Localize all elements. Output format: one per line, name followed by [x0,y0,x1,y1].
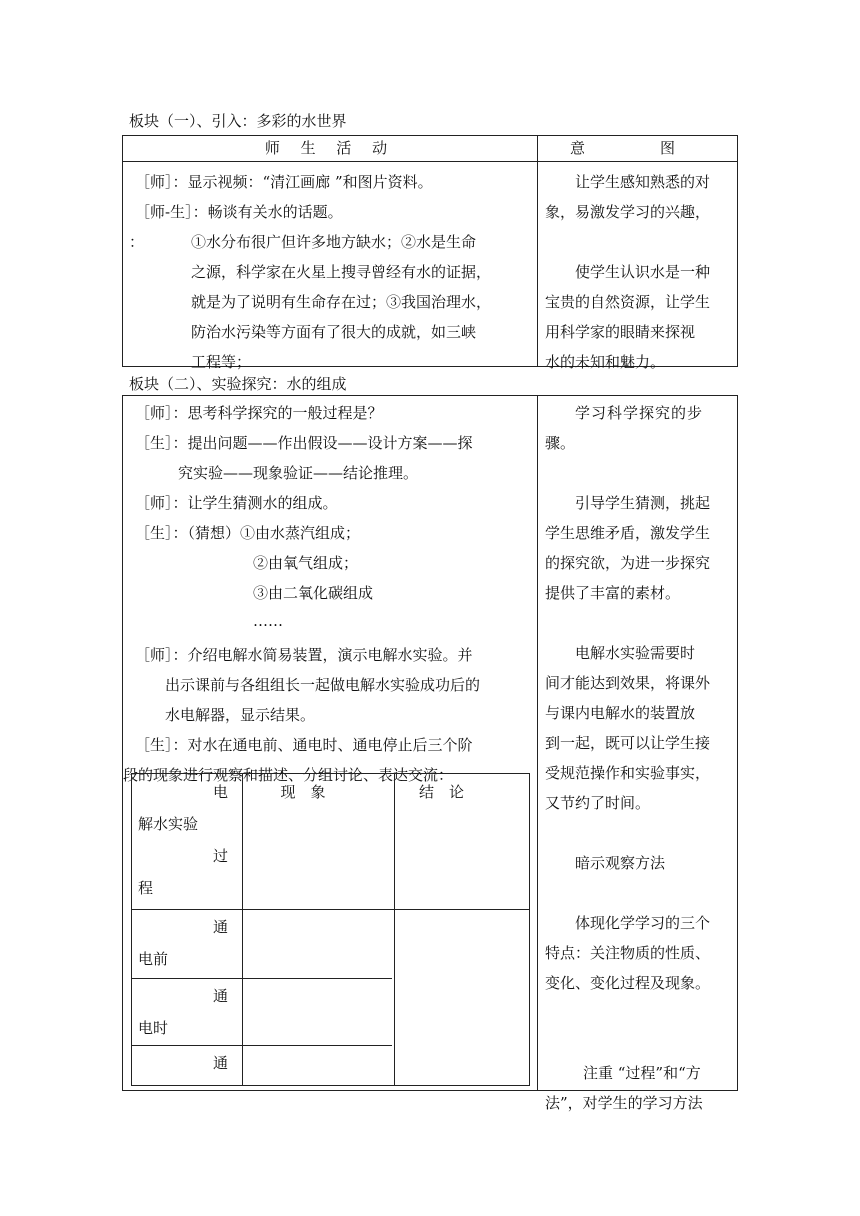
row-label-line: 电时 [138,1019,169,1037]
activity-line: ： [129,233,145,251]
intent-line: 注重 “过程”和“方 [583,1064,701,1082]
intent-line: 学习科学探究的步 [575,404,704,422]
section1-activity-cell [129,167,535,377]
activity-line: ［师］：介绍电解水简易装置，演示电解水实验。并 [135,646,473,664]
intent-line: 使学生认识水是一种 [575,263,711,281]
section1-table [122,135,738,371]
row-after-power [138,1047,238,1079]
intent-line: 暗示观察方法 [575,854,666,872]
activity-line: ［生］：提出问题——作出假设——设计方案——探 [135,434,473,452]
intent-line: 间才能达到效果，将课外 [545,674,711,692]
activity-line: 出示课前与各组组长一起做电解水实验成功后的 [165,676,481,694]
intent-line: 的探究欲，为进一步探究 [545,554,711,572]
activity-header: 师 生 活 动 [264,139,396,157]
activity-line: 究实验——现象验证——结论推理。 [178,464,419,482]
row-label-line: 电前 [138,950,169,968]
activity-line: …… [253,612,283,630]
activity-line: 段的现象进行观察和描述、分组讨论、表达交流： [123,766,454,784]
intent-header: 意 图 [569,139,705,157]
activity-line: ［生］：（猜想）①由水蒸汽组成； [135,524,361,542]
section2-intent-cell [545,398,735,1118]
section1-intent-cell [545,167,735,377]
conclusion-header: 结 论 [418,783,464,801]
activity-line: ［师-生］：畅谈有关水的话题。 [135,203,343,221]
activity-line: ①水分布很广但许多地方缺水；②水是生命 [191,233,477,251]
intent-line: 与课内电解水的装置放 [545,704,696,722]
row-label-line: 通 [212,918,228,936]
row-before-power [138,911,238,975]
process-header-line: 解水实验 [138,815,199,833]
activity-line: ②由氧气组成； [253,554,359,572]
process-header-line: 程 [138,879,154,897]
row-during-power [138,980,238,1044]
activity-line: ［师］：思考科学探究的一般过程是？ [135,404,383,422]
process-header-line: 过 [212,847,228,865]
intent-line: 体现化学学习的三个 [575,914,711,932]
activity-line: 工程等； [191,353,252,371]
intent-line: 提供了丰富的素材。 [545,584,681,602]
activity-line: ［生］：对水在通电前、通电时、通电停止后三个阶 [135,736,473,754]
intent-line: 象，易激发学习的兴趣， [545,203,711,221]
intent-line: 到一起，既可以让学生接 [545,734,711,752]
intent-line: 骤。 [545,434,576,452]
activity-line: ［师］：显示视频：“清江画廊 ”和图片资料。 [135,173,433,191]
section1-title: 板块（一）、引入：多彩的水世界 [129,112,347,130]
activity-line: ［师］：让学生猜测水的组成。 [135,494,338,512]
intent-line: 引导学生猜测，挑起 [575,494,711,512]
intent-line: 受规范操作和实验事实， [545,764,711,782]
intent-line: 学生思维矛盾，激发学生 [545,524,711,542]
phenomenon-header: 现 象 [280,783,326,801]
activity-line: 之源，科学家在火星上搜寻曾经有水的证据， [191,263,492,281]
activity-line: 水电解器，显示结果。 [165,706,316,724]
intent-line: 法”，对学生的学习方法 [545,1094,703,1112]
intent-line: 特点：关注物质的性质、 [545,944,711,962]
intent-line: 用科学家的眼睛来探视 [545,323,696,341]
section2-table [122,395,738,1112]
intent-line: 宝贵的自然资源，让学生 [545,293,711,311]
process-header-cell [138,776,238,904]
intent-line: 变化、变化过程及现象。 [545,974,711,992]
activity-line: ③由二氧化碳组成 [253,584,374,602]
activity-line: 就是为了说明有生命存在过；③我国治理水， [191,293,492,311]
intent-line: 水的未知和魅力。 [545,353,666,371]
intent-line: 电解水实验需要时 [575,644,696,662]
intent-line: 又节约了时间。 [545,794,651,812]
activity-line: 防治水污染等方面有了很大的成就，如三峡 [191,323,477,341]
section2-title: 板块（二）、实验探究：水的组成 [129,375,347,393]
intent-line: 让学生感知熟悉的对 [575,173,711,191]
process-header-line: 电 [212,783,228,801]
row-label-line: 通 [212,1054,228,1072]
experiment-table [131,773,530,1086]
section2-activity-cell [123,398,535,790]
row-label-line: 通 [212,987,228,1005]
